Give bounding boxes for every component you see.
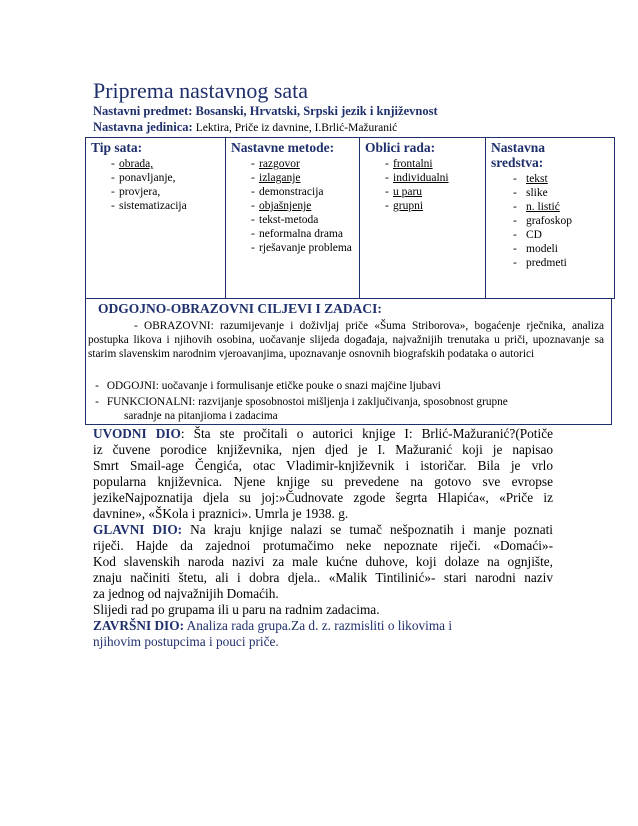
main-line-2: riječi. Hajde da zajednoi protumačimo neke nepoznate riječi. «Domaći»-	[93, 538, 553, 553]
intro-line-4: popularna književnica. Njene knjige su prevedene na gotovo sve evropse	[93, 474, 553, 489]
list-item: - n. listić	[491, 200, 610, 214]
list-item: - demonstracija	[231, 185, 355, 199]
lesson-info-table	[85, 137, 615, 299]
list-item: - individualni	[365, 171, 481, 185]
functional-objective-cont: saradnje na pitanjioma i zadacima	[124, 410, 278, 422]
unit-line	[93, 120, 397, 136]
methods-list	[231, 157, 355, 255]
functional-objective: - FUNKCIONALNI: razvijanje sposobnostoi mišljenja i zaključivanja, sposobnost grupne	[95, 396, 508, 408]
final-text-1: Analiza rada grupa.Za d. z. razmisliti o likovima i	[184, 618, 453, 633]
page-title: Priprema nastavnog sata	[93, 78, 309, 103]
final-label: ZAVRŠNI DIO:	[93, 618, 185, 633]
groups-line: Slijedi rad po grupama ili u paru na radnim zadacima.	[93, 602, 380, 617]
list-item: - CD	[491, 228, 610, 242]
upbringing-objective: - ODGOJNI: uočavanje i formulisanje etičke pouke o snazi majčine ljubavi	[95, 380, 441, 392]
subject-label: Nastavni predmet:	[93, 104, 193, 118]
work-forms-list	[365, 157, 481, 213]
list-item: - u paru	[365, 185, 481, 199]
work-forms-heading: Oblici rada:	[365, 140, 436, 155]
objectives-box	[85, 298, 612, 425]
subject-value: Bosanski, Hrvatski, Srpski jezik i književnost	[195, 104, 438, 118]
lesson-type-list	[91, 157, 221, 213]
intro-line-3: Smrt Smail-age Čengića, otac Vladimir-književnik i istoričar. Bila je vrlo	[93, 458, 553, 473]
list-item: - modeli	[491, 242, 610, 256]
list-item: - frontalni	[365, 157, 481, 171]
methods-cell	[226, 138, 360, 299]
intro-label: UVODNI DIO	[93, 426, 181, 441]
subject-line	[93, 104, 438, 119]
list-item: - grupni	[365, 199, 481, 213]
final-line-2: njihovim postupcima i pouci priče.	[93, 634, 279, 649]
upbringing-objective-text: ODGOJNI: uočavanje i formulisanje etičke pouke o snazi majčine ljubavi	[106, 380, 441, 392]
unit-value: Lektira, Priče iz davnine, I.Brlić-Mažuranić	[195, 122, 398, 134]
teaching-aids-cell	[486, 138, 615, 299]
work-forms-cell	[360, 138, 486, 299]
list-item: - izlaganje	[231, 171, 355, 185]
methods-heading: Nastavne metode:	[231, 140, 335, 155]
intro-question: : Šta ste pročitali o autorici knjige I: Brlić-Mažuranić?(Potiče	[180, 426, 553, 441]
main-label: GLAVNI DIO:	[93, 522, 183, 537]
lesson-type-heading: Tip sata:	[91, 140, 143, 155]
teaching-aids-heading-2: sredstva:	[491, 155, 544, 170]
list-item: - tekst	[491, 172, 610, 186]
list-item: - razgovor	[231, 157, 355, 171]
objectives-title: ODGOJNO-OBRAZOVNI CILJEVI I ZADACI:	[98, 301, 382, 316]
list-item: - obrada,	[91, 157, 221, 171]
unit-label: Nastavna jedinica:	[93, 120, 193, 134]
main-text-1: Na kraju knjige nalazi se tumač nešpoznatih i manje poznati	[182, 522, 553, 537]
list-item: - objašnjenje	[231, 199, 355, 213]
list-item: - ponavljanje,	[91, 171, 221, 185]
main-line-5: za jednog od najvažnijih Domaćih.	[93, 586, 279, 601]
lesson-flow	[93, 426, 553, 650]
main-line-4: znaju načiniti štetu, ali i dobra djela.. «Malik Tintilinić»- stari narodni naziv	[93, 570, 553, 585]
intro-line-6: davnine», «ŠKola i praznici». Umrla je 1938. g.	[93, 506, 349, 521]
teaching-aids-list	[491, 172, 610, 270]
teaching-aids-heading-1: Nastavna	[491, 140, 546, 155]
main-line-3: Kod slavenskih naroda nazivi za male kućne duhove, koji dolaze na ognjište,	[93, 554, 553, 569]
list-item: - predmeti	[491, 256, 610, 270]
list-item: - grafoskop	[491, 214, 610, 228]
list-item: - provjera,	[91, 185, 221, 199]
final-line-1	[93, 618, 553, 634]
educational-objective: - OBRAZOVNI: razumijevanje i doživljaj priče «Šuma Striborova», bogaćenje rječnika, analiza postupka likova i njihovih osobina, uočavanje slijeda događaja, najvažnijih trenutaka u priči, upoznavanje sa starim slavenskim narodnim vjeroavanjima, upoznavanje osnovnih biografskih podataka o autorici	[88, 320, 604, 360]
functional-objective-text: FUNKCIONALNI: razvijanje sposobnostoi mišljenja i zaključivanja, sposobnost grupne	[106, 396, 508, 408]
list-item: - rješavanje problema	[231, 241, 355, 255]
list-item: - neformalna drama	[231, 227, 355, 241]
intro-line-5: jezikeNajpoznatija djela su joj:»Čudnovate zgode šegrta Hlapića«, «Priče iz	[93, 490, 553, 505]
list-item: - tekst-metoda	[231, 213, 355, 227]
intro-line-1	[93, 426, 553, 442]
intro-line-2: iz čuvene porodice književnika, njen djed je I. Mažuranić koji je napisao	[93, 442, 553, 457]
lesson-type-cell	[86, 138, 226, 299]
main-line-1	[93, 522, 553, 538]
list-item: - sistematizacija	[91, 199, 221, 213]
list-item: - slike	[491, 186, 610, 200]
